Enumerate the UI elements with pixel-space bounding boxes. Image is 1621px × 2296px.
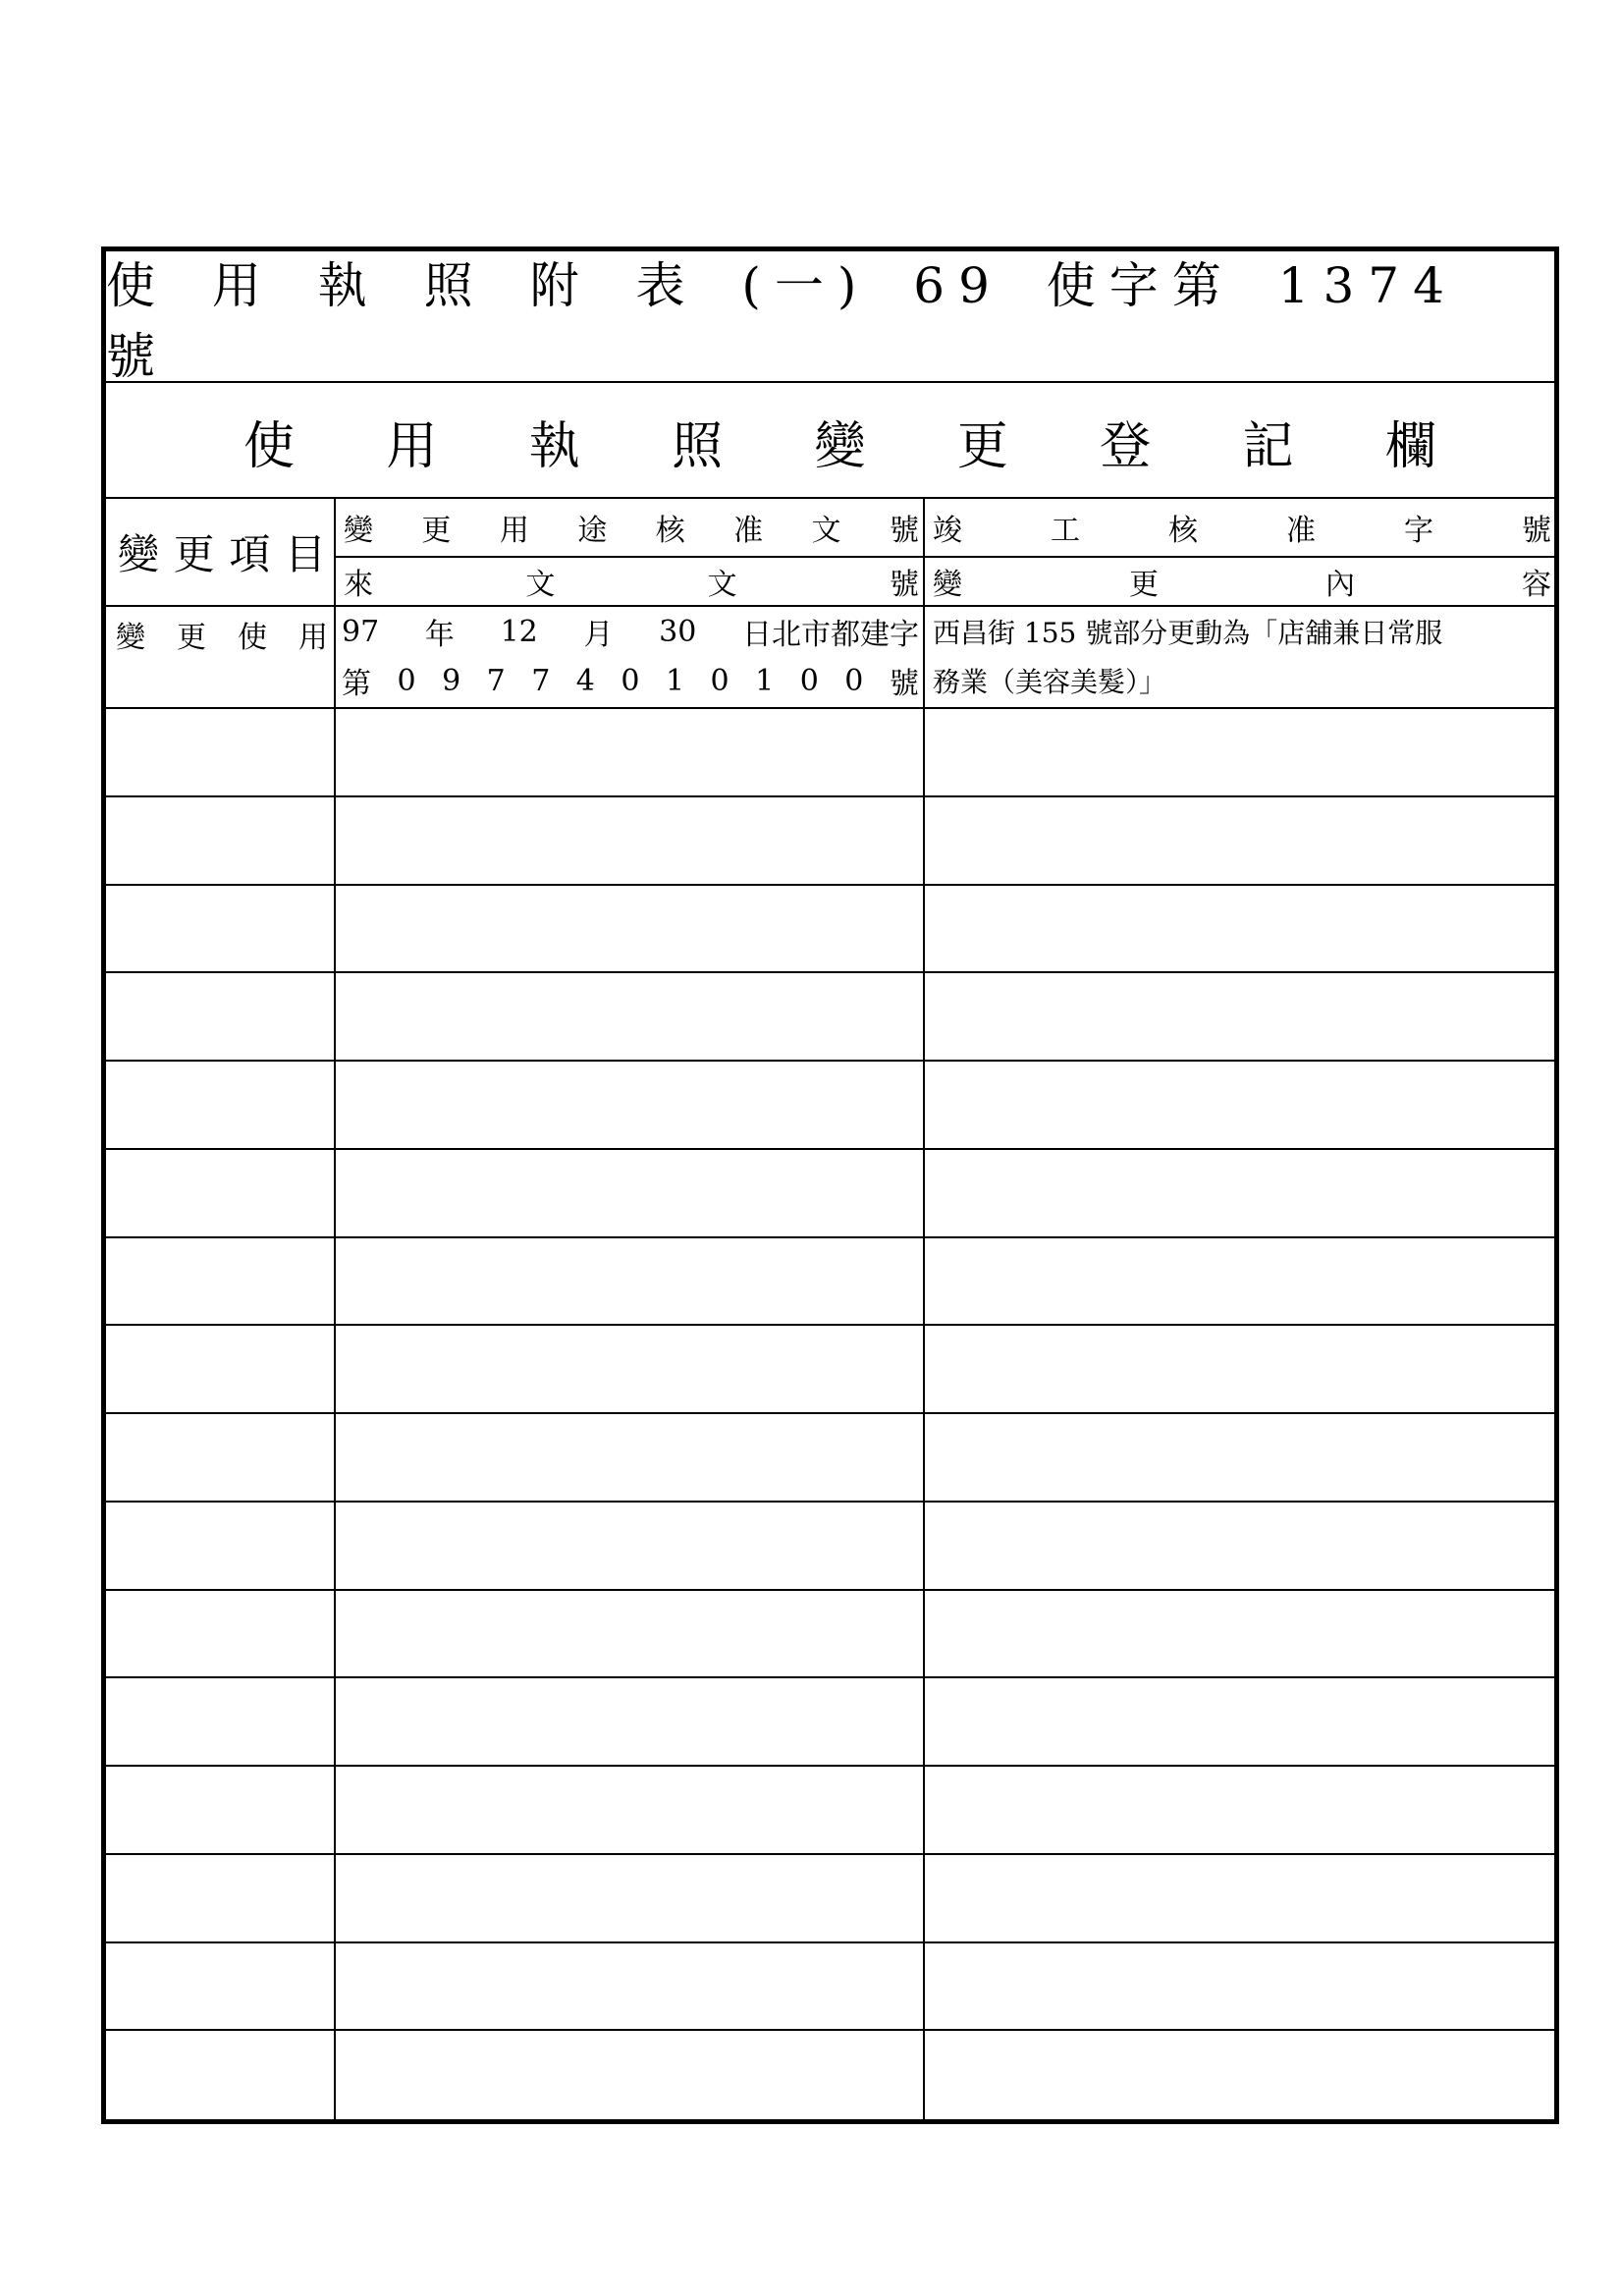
blank-doc-cell[interactable] xyxy=(334,1943,923,2032)
blank-content-cell[interactable] xyxy=(923,1678,1554,1767)
row-doc-token: 0 xyxy=(397,663,416,698)
header-char: 文 xyxy=(525,568,556,602)
header-completion-approval-no xyxy=(925,499,1553,556)
blank-doc-cell[interactable] xyxy=(334,1238,923,1327)
header-change-content xyxy=(925,558,1553,605)
header-char: 途 xyxy=(577,514,608,548)
row-doc-line-2 xyxy=(336,656,923,705)
blank-doc-cell[interactable] xyxy=(334,1678,923,1767)
blank-row xyxy=(106,797,1554,886)
blank-doc-cell[interactable] xyxy=(334,1855,923,1943)
row-doc-token: 7 xyxy=(531,663,551,698)
subtitle-char: 欄 xyxy=(1384,416,1436,476)
blank-content-cell[interactable] xyxy=(923,1414,1554,1503)
row-doc-token: 號 xyxy=(889,667,919,701)
row-doc-token: 4 xyxy=(575,663,595,698)
blank-content-cell[interactable] xyxy=(923,797,1554,886)
column-rule xyxy=(334,499,336,2119)
blank-content-cell[interactable] xyxy=(923,1767,1554,1855)
row-doc-token: 月 xyxy=(583,618,614,652)
header-char: 字 xyxy=(1404,514,1433,548)
blank-row xyxy=(106,1678,1554,1767)
header-char: 工 xyxy=(1051,514,1080,548)
blank-item-cell[interactable] xyxy=(106,797,334,886)
blank-row xyxy=(106,1503,1554,1591)
header-item-char: 更 xyxy=(173,530,215,578)
blank-content-cell[interactable] xyxy=(923,886,1554,974)
blank-item-cell[interactable] xyxy=(106,1855,334,1943)
subtitle-char: 照 xyxy=(672,416,724,476)
blank-doc-cell[interactable] xyxy=(334,1062,923,1150)
row-change-item xyxy=(106,607,334,658)
column-rule xyxy=(923,499,925,2119)
blank-content-cell[interactable] xyxy=(923,1238,1554,1327)
blank-item-cell[interactable] xyxy=(106,1238,334,1327)
row-item-char: 更 xyxy=(177,621,206,655)
row-doc-token: 7 xyxy=(486,663,506,698)
row-doc-token: 0 xyxy=(844,663,864,698)
row-item-char: 變 xyxy=(116,621,145,655)
row-content-line-2: 務業（美容美髮）」 xyxy=(933,666,1167,698)
blank-doc-cell[interactable] xyxy=(334,1150,923,1238)
row-doc-token: 1 xyxy=(665,663,685,698)
header-char: 准 xyxy=(733,514,764,548)
row-doc-token: 0 xyxy=(710,663,729,698)
subtitle-char: 用 xyxy=(386,416,438,476)
form-subtitle xyxy=(106,383,1554,499)
subtitle-char: 使 xyxy=(243,416,296,476)
blank-item-cell[interactable] xyxy=(106,1062,334,1150)
blank-doc-cell[interactable] xyxy=(334,1326,923,1414)
header-char: 號 xyxy=(889,514,919,548)
header-char: 竣 xyxy=(933,514,962,548)
blank-row xyxy=(106,1767,1554,1855)
blank-content-cell[interactable] xyxy=(923,1150,1554,1238)
row-doc-token: 30 xyxy=(659,614,697,649)
row-content-line-1: 西昌街 155 號部分更動為「店舖兼日常服 xyxy=(933,617,1443,649)
header-char: 核 xyxy=(655,514,685,548)
blank-row xyxy=(106,973,1554,1062)
blank-row xyxy=(106,1326,1554,1414)
form-title-text: 使 用 執 照 附 表 (一) 69 使字第 1374 號 xyxy=(106,257,1458,385)
blank-row xyxy=(106,1943,1554,2032)
row-doc-token: 0 xyxy=(621,663,640,698)
header-char: 變 xyxy=(344,514,373,548)
header-char: 文 xyxy=(811,514,841,548)
blank-doc-cell[interactable] xyxy=(334,797,923,886)
blank-content-cell[interactable] xyxy=(923,709,1554,797)
subtitle-char: 更 xyxy=(956,416,1008,476)
header-char: 更 xyxy=(1129,568,1159,602)
subtitle-char: 記 xyxy=(1242,416,1294,476)
blank-item-cell[interactable] xyxy=(106,1943,334,2032)
blank-doc-cell[interactable] xyxy=(334,2031,923,2119)
blank-content-cell[interactable] xyxy=(923,1943,1554,2032)
header-char: 用 xyxy=(499,514,529,548)
blank-row xyxy=(106,2031,1554,2119)
blank-item-cell[interactable] xyxy=(106,709,334,797)
blank-item-cell[interactable] xyxy=(106,1678,334,1767)
blank-row xyxy=(106,1150,1554,1238)
blank-item-cell[interactable] xyxy=(106,1414,334,1503)
blank-row xyxy=(106,1238,1554,1327)
header-char: 文 xyxy=(707,568,737,602)
form-title xyxy=(106,251,1554,383)
row-doc-token: 9 xyxy=(442,663,461,698)
header-char: 更 xyxy=(421,514,452,548)
blank-row xyxy=(106,1062,1554,1150)
row-item-char: 用 xyxy=(298,621,328,655)
row-doc-token: 97 xyxy=(342,614,380,649)
usage-permit-form xyxy=(101,246,1559,2124)
header-char: 號 xyxy=(1522,514,1551,548)
blank-row xyxy=(106,1855,1554,1943)
subtitle-char: 變 xyxy=(814,416,866,476)
blank-content-cell[interactable] xyxy=(923,973,1554,1062)
row-doc-token: 0 xyxy=(799,663,819,698)
divider xyxy=(334,556,1554,558)
blank-content-cell[interactable] xyxy=(923,2031,1554,2119)
blank-content-cell[interactable] xyxy=(923,1062,1554,1150)
header-char: 核 xyxy=(1168,514,1198,548)
blank-content-cell[interactable] xyxy=(923,1326,1554,1414)
header-incoming-doc-no xyxy=(336,558,923,605)
row-item-char: 使 xyxy=(238,621,267,655)
header-item-char: 變 xyxy=(118,530,160,578)
blank-row xyxy=(106,709,1554,797)
header-char: 來 xyxy=(344,568,373,602)
blank-row xyxy=(106,1414,1554,1503)
row-doc-line-1 xyxy=(336,607,923,656)
blank-item-cell[interactable] xyxy=(106,2031,334,2119)
blank-content-cell[interactable] xyxy=(923,1591,1554,1679)
header-char: 變 xyxy=(933,568,962,602)
row-doc-token: 日北市都建字 xyxy=(742,618,919,652)
blank-item-cell[interactable] xyxy=(106,973,334,1062)
blank-item-cell[interactable] xyxy=(106,1591,334,1679)
header-char: 容 xyxy=(1522,568,1551,602)
header-char: 內 xyxy=(1325,568,1355,602)
blank-doc-cell[interactable] xyxy=(334,1414,923,1503)
row-doc-token: 第 xyxy=(342,667,371,701)
blank-content-cell[interactable] xyxy=(923,1503,1554,1591)
blank-doc-cell[interactable] xyxy=(334,1503,923,1591)
blank-content-cell[interactable] xyxy=(923,1855,1554,1943)
blank-doc-cell[interactable] xyxy=(334,1767,923,1855)
blank-doc-cell[interactable] xyxy=(334,973,923,1062)
header-change-item xyxy=(106,499,334,605)
header-char: 准 xyxy=(1286,514,1316,548)
blank-item-cell[interactable] xyxy=(106,1767,334,1855)
subtitle-char: 登 xyxy=(1100,416,1152,476)
blank-item-cell[interactable] xyxy=(106,1503,334,1591)
row-doc-token: 年 xyxy=(424,618,455,652)
header-item-char: 目 xyxy=(284,530,326,578)
blank-row xyxy=(106,886,1554,974)
blank-doc-cell[interactable] xyxy=(334,1591,923,1679)
blank-item-cell[interactable] xyxy=(106,886,334,974)
row-doc-token: 12 xyxy=(500,614,538,649)
blank-doc-cell[interactable] xyxy=(334,709,923,797)
blank-item-cell[interactable] xyxy=(106,1326,334,1414)
subtitle-char: 執 xyxy=(528,416,580,476)
header-item-char: 項 xyxy=(229,530,271,578)
row-doc-token: 1 xyxy=(755,663,775,698)
blank-row xyxy=(106,1591,1554,1679)
header-approval-doc-no xyxy=(336,499,923,556)
blank-doc-cell[interactable] xyxy=(334,886,923,974)
header-char: 號 xyxy=(889,568,919,602)
blank-item-cell[interactable] xyxy=(106,1150,334,1238)
